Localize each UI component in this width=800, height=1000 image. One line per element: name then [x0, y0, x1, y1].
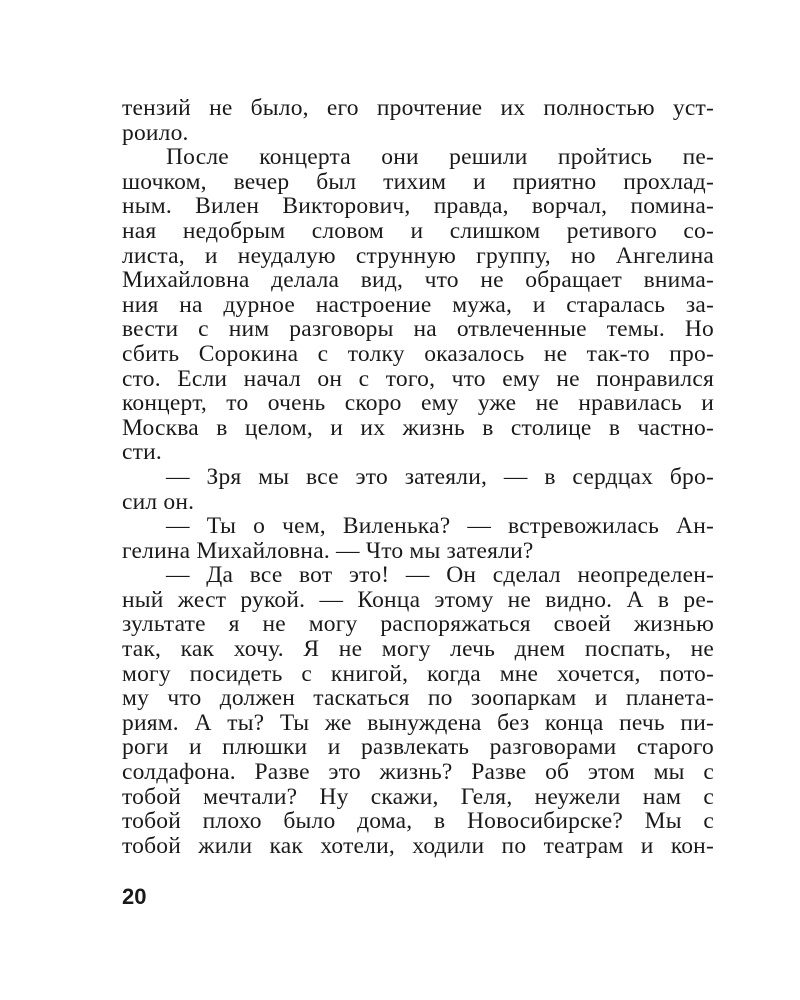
text-line: ная недобрым словом и слишком ретивого со-	[122, 217, 714, 244]
text-line: му что должен таскаться по зоопаркам и планета-	[122, 685, 714, 712]
text-line: тобой плохо было дома, в Новосибирске? Мы с	[122, 808, 714, 835]
body-text	[122, 96, 714, 858]
text-line: риям. А ты? Ты же вынуждена без конца печь пи-	[122, 709, 714, 736]
text-line: ным. Вилен Викторович, правда, ворчал, помина-	[122, 193, 714, 220]
text-line: роги и плюшки и развлекать разговорами старого	[122, 734, 714, 761]
text-line: сти.	[122, 439, 162, 466]
text-line: тобой жили как хотели, ходили по театрам и кон-	[122, 832, 714, 859]
text-line: Москва в целом, и их жизнь в столице в частно-	[122, 414, 714, 441]
text-line: сил он.	[122, 488, 195, 515]
text-line: гелина Михайловна. — Что мы затеяли?	[122, 537, 534, 564]
text-line: — Да все вот это! — Он сделал неопределен-	[166, 562, 714, 589]
text-line: ния на дурное настроение мужа, и старалась за-	[122, 291, 714, 318]
text-line: — Зря мы все это затеяли, — в сердцах бро-	[166, 463, 714, 490]
text-line: ный жест рукой. — Конца этому не видно. А в ре-	[122, 586, 714, 613]
text-line: сбить Сорокина с толку оказалось не так-то про-	[122, 340, 714, 367]
text-line: так, как хочу. Я не могу лечь днем поспать, не	[122, 636, 714, 663]
text-line: тобой мечтали? Ну скажи, Геля, неужели нам с	[122, 783, 714, 810]
text-line: Михайловна делала вид, что не обращает внима-	[122, 267, 714, 294]
text-line: тензий не было, его прочтение их полностью уст-	[122, 95, 714, 121]
text-line: солдафона. Разве это жизнь? Разве об этом мы с	[122, 759, 714, 786]
text-line: концерт, то очень скоро ему уже не нравилась и	[122, 390, 714, 417]
text-line: зультате я не могу распоряжаться своей жизнью	[122, 611, 714, 638]
page-number: 20	[122, 884, 147, 909]
text-line: вести с ним разговоры на отвлеченные темы. Но	[122, 316, 714, 343]
text-line: шочком, вечер был тихим и приятно прохлад-	[122, 168, 714, 195]
text-line: сто. Если начал он с того, что ему не понравился	[122, 365, 714, 392]
text-line: — Ты о чем, Виленька? — встревожилась Ан-	[166, 513, 714, 540]
text-line: роило.	[122, 119, 189, 146]
text-line: листа, и неудалую струнную группу, но Ангелина	[122, 242, 714, 269]
text-line: После концерта они решили пройтись пе-	[166, 144, 714, 171]
text-line: могу посидеть с книгой, когда мне хочется, пото-	[122, 660, 714, 687]
